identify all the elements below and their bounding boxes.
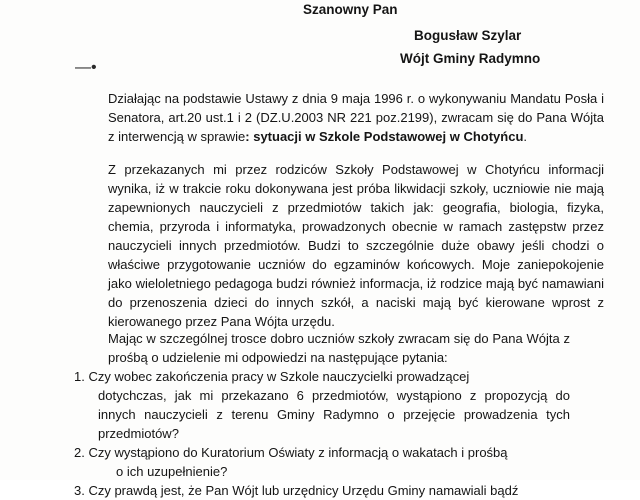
question-2 (74, 443, 570, 481)
question-1 (74, 367, 570, 443)
question-2-rest: o ich uzupełnienie? (116, 464, 228, 479)
intro-text: Działając na podstawie Ustawy z dnia 9 maja 1996 r. o wykonywaniu Mandatu Posła i Senatora, art.20 ust.1 i 2 (DZ.U.2003 NR 221 poz.2199), zwracam się do Pana Wójta z interwencją w sprawie (108, 91, 604, 144)
intro-paragraph (74, 89, 604, 146)
salutation: Szanowny Pan (303, 2, 398, 17)
recipient-title: Wójt Gminy Radymno (400, 51, 541, 66)
question-3 (74, 481, 570, 500)
scan-mark: —• (75, 59, 97, 76)
request-section (74, 329, 570, 500)
request-paragraph: Mając w szczególnej trosce dobro uczniów szkoły zwracam się do Pana Wójta z prośbą o udzielenie mi odpowiedzi na następujące pytania: (108, 331, 570, 365)
question-1-line: 1. Czy wobec zakończenia pracy w Szkole nauczycielki prowadzącej (74, 369, 470, 384)
question-2-line: 2. Czy wystąpiono do Kuratorium Oświaty z informacją o wakatach i prośbą (74, 445, 508, 460)
intro-end: . (523, 129, 528, 144)
intro-subject: : sytuacji w Szkole Podstawowej w Chotyńcu (245, 129, 524, 144)
recipient-name: Bogusław Szylar (414, 28, 522, 43)
question-3-line: 3. Czy prawdą jest, że Pan Wójt lub urzędnicy Urzędu Gminy namawiali bądź (74, 483, 519, 498)
question-1-rest: dotychczas, jak mi przekazano 6 przedmiotów, wystąpiono z propozycją do innych nauczycieli z terenu Gminy Radymno o przejęcie prowadzenia tych przedmiotów? (98, 388, 570, 441)
main-paragraph: Z przekazanych mi przez rodziców Szkoły Podstawowej w Chotyńcu informacji wynika, iż w trakcie roku dokonywana jest próba likwidacji szkoły, uczniowie nie mają zapewnionych nauczycieli z przedmiotów takich jak: geografia, biologia, fizyka, chemia, przyroda i informatyka, prowadzonych obecnie w ramach zastępstw przez nauczycieli innych przedmiotów. Budzi to szczególnie duże obawy jeśli chodzi o właściwe przygotowanie uczniów do egzaminów końcowych. Moje zaniepokojenie jako wieloletniego pedagoga budzi również informacja, iż rodzice mają być namawiani do przenoszenia dzieci do innych szkół, a naciski mają być kierowane wprost z kierowanego przez Pana Wójta urzędu. (108, 162, 604, 329)
